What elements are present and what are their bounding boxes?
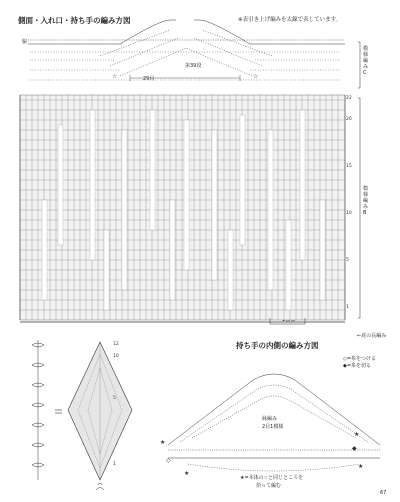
svg-text:★: ★	[184, 470, 190, 477]
svg-text:★: ★	[358, 463, 364, 470]
section-title-handle-inner: 持ち手の内側の編み方図	[236, 341, 319, 350]
edging-label: 縁編み	[262, 416, 278, 422]
round-29-label: 29目	[143, 76, 155, 82]
diamond-row-number: 12	[113, 342, 119, 347]
mouth-label: 脇	[22, 39, 28, 45]
diamond-row-number: 5	[113, 396, 116, 401]
diamond-row-number: 10	[113, 354, 119, 359]
svg-text:◆: ◆	[352, 445, 357, 452]
base-rounds-label: ←底の長編み	[357, 333, 387, 339]
legend-attach-yarn: ◇=糸をつける	[343, 356, 377, 362]
band-b-label: 模様編みB	[363, 186, 369, 216]
star-note-line-2: 拾って編む	[256, 483, 282, 489]
round-39-label: 第39段	[185, 63, 202, 69]
row-number: 1	[346, 305, 349, 310]
legend-cut-yarn: ◆=糸を切る	[343, 363, 372, 369]
row-number: 22	[346, 96, 352, 101]
repeat-2-stitch-label: 2目1模様	[262, 424, 284, 430]
row-number: 10	[346, 211, 352, 216]
row-number: 15	[346, 164, 352, 169]
svg-text:◇: ◇	[166, 457, 171, 464]
band-c-label: 模様編みC	[363, 46, 369, 76]
svg-text:★: ★	[160, 439, 166, 446]
page-number: 67	[380, 490, 387, 496]
band-b-bracket	[358, 98, 360, 318]
section-title-side-mouth-handle: 側面・入れ口・持ち手の編み方図	[18, 16, 131, 25]
star-markers	[112, 73, 258, 80]
chain-strip-left	[32, 340, 44, 480]
svg-text:☆: ☆	[112, 73, 118, 80]
diamond-row-number: 1	[113, 462, 116, 467]
band-c-bracket	[358, 42, 360, 88]
row-number: 20	[346, 117, 352, 122]
handle-diamond-chart	[20, 330, 170, 500]
row-number: 5	[346, 258, 349, 263]
bold-line-note: ※表引き上げ編みを太線で表しています。	[238, 17, 342, 23]
star-note-line-1: ★=本体の☆と同じところを	[240, 475, 304, 481]
svg-text:★: ★	[354, 431, 360, 438]
svg-text:☆: ☆	[253, 73, 259, 80]
mouth-handle-chart	[28, 20, 345, 81]
pattern-body	[20, 95, 345, 320]
